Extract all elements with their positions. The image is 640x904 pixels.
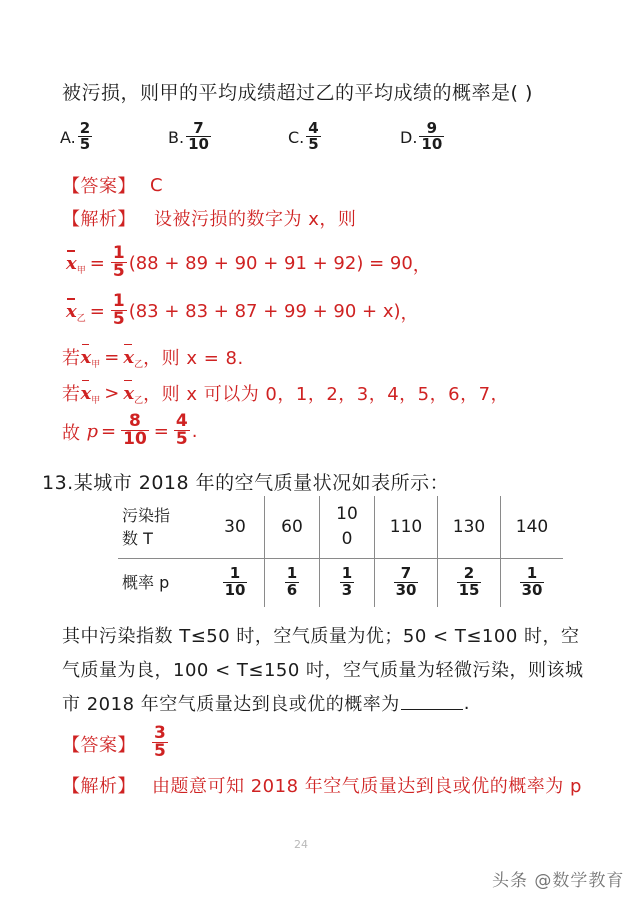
relation-sign: = [104,346,120,368]
q12-case-greater-tail: ，则 x 可以为 0，1，2，3，4，5，6，7， [143,384,510,405]
row-header-line1: 污染指 [122,505,171,525]
table-row-header-probability: 概率 p [122,573,170,593]
q12-option-b-label: B. [168,128,185,148]
table-cell-index-3: 110 [375,496,438,559]
q12-analysis-row [62,205,356,231]
table-cell-prob-4: $\frac{2}{15}$ [438,559,501,608]
q12-case-equal [62,344,244,370]
q12-analysis-intro: 设被污损的数字为 x，则 [154,209,357,230]
q12-option-c-fraction: $\frac{4}{5}$ [308,119,319,154]
q12-option-b[interactable] [168,119,213,154]
one-fifth-fraction: $\frac{1}{5}$ [112,291,125,330]
relation-sign: > [104,382,120,404]
q12-answer-label: 【答案】 [62,176,136,197]
q13-body-line-2: 气质量为良，100 < T≤150 吋，空气质量为轻微污染，则该城 [62,660,584,681]
table-cell-prob-0: $\frac{1}{10}$ [206,559,265,608]
q12-option-c-label: C. [288,128,305,148]
table-cell-prob-5: $\frac{1}{30}$ [521,564,543,599]
equals-sign: = [153,421,169,443]
page-number: 24 [294,838,308,851]
q12-formula-jia-tail: ， [412,254,432,276]
air-quality-table [118,496,563,607]
x-bar-yi: x 乙 [66,301,86,325]
q13-analysis-row [62,772,582,798]
four-fifths-fraction: $\frac{4}{5}$ [175,411,188,450]
q12-option-c[interactable] [288,119,323,154]
q13-body-tail: . [463,692,470,714]
watermark: 头条 @数学教育 [492,871,625,891]
x-bar-jia: x 甲 [66,253,86,277]
table-cell-prob-1: $\frac{1}{6}$ [265,559,320,608]
q12-case-equal-lead: 若 [62,348,81,369]
x-bar-jia: x 甲 [80,382,101,406]
q12-formula-yi-body: (83 + 83 + 87 + 99 + 90 + x) [128,301,401,323]
x-bar-yi: x 乙 [123,382,144,406]
table-cell-index-4: 130 [438,496,501,559]
q12-option-d-label: D. [400,128,418,148]
q13-answer-fraction: $\frac{3}{5}$ [154,723,166,762]
table-row-probability [118,559,563,608]
x-bar-yi: x 乙 [123,346,144,370]
row-header-line2: 数 T [122,529,153,548]
q12-formula-jia-body: (88 + 89 + 90 + 91 + 92) = 90 [128,253,413,275]
q13-body-line-1: 其中污染指数 T≤50 时，空气质量为优；50 < T≤100 时，空 [62,626,580,647]
q12-option-a[interactable] [60,119,94,154]
q13-analysis-label: 【解析】 [62,776,136,797]
table-row-index [118,496,563,559]
q13-answer-row [62,723,170,762]
p-variable: p [86,421,99,443]
q12-option-d-fraction: $\frac{9}{10}$ [421,119,443,154]
q13-body-line-3-text: 市 2018 年空气质量达到良或优的概率为 [62,694,400,715]
q12-probability-result [62,411,198,450]
table-cell-index-2 [320,496,375,559]
one-fifth-fraction: $\frac{1}{5}$ [112,243,125,282]
table-row-header-index [118,496,206,559]
q12-formula-yi [66,291,420,330]
table-cell-index-5: 140 [501,496,564,559]
answer-blank[interactable] [401,697,463,710]
equals-sign: = [89,301,105,323]
q12-case-greater-lead: 若 [62,384,81,405]
q12-answer-row [62,172,163,198]
q12-case-equal-tail: ，则 x = 8. [143,348,244,369]
q12-option-a-fraction: $\frac{2}{5}$ [79,119,91,154]
q13-answer-label: 【答案】 [62,734,136,756]
eight-tenths-fraction: $\frac{8}{10}$ [123,411,147,450]
table-cell-index-2-line1: 10 [336,504,358,525]
q12-answer-value: C [150,174,163,196]
equals-sign: = [101,421,117,443]
equals-sign: = [89,253,105,275]
table-cell-index-1: 60 [265,496,320,559]
q13-body-line-3 [62,690,470,716]
q12-option-a-label: A. [60,128,76,148]
x-bar-jia: x 甲 [80,346,101,370]
table-cell-index-2-line2: 0 [341,529,353,549]
q12-option-d[interactable] [400,119,446,154]
q12-formula-yi-tail: ， [400,302,420,324]
q13-analysis-text: 由题意可知 2018 年空气质量达到良或优的概率为 p [152,776,582,797]
q12-stem: 被污损，则甲的平均成绩超过乙的平均成绩的概率是( ) [62,82,533,104]
q12-case-greater [62,380,509,406]
q12-analysis-label: 【解析】 [62,209,136,230]
q13-stem: 13.某城市 2018 年的空气质量状况如表所示： [42,472,450,494]
table-cell-index-0: 30 [206,496,265,559]
q12-option-b-fraction: $\frac{7}{10}$ [188,119,209,154]
q12-probability-lead: 故 [62,422,81,444]
table-cell-prob-3: $\frac{7}{30}$ [375,559,438,608]
q12-probability-tail: . [191,421,198,443]
q12-formula-jia [66,243,432,282]
table-cell-prob-2: $\frac{1}{3}$ [320,559,375,608]
